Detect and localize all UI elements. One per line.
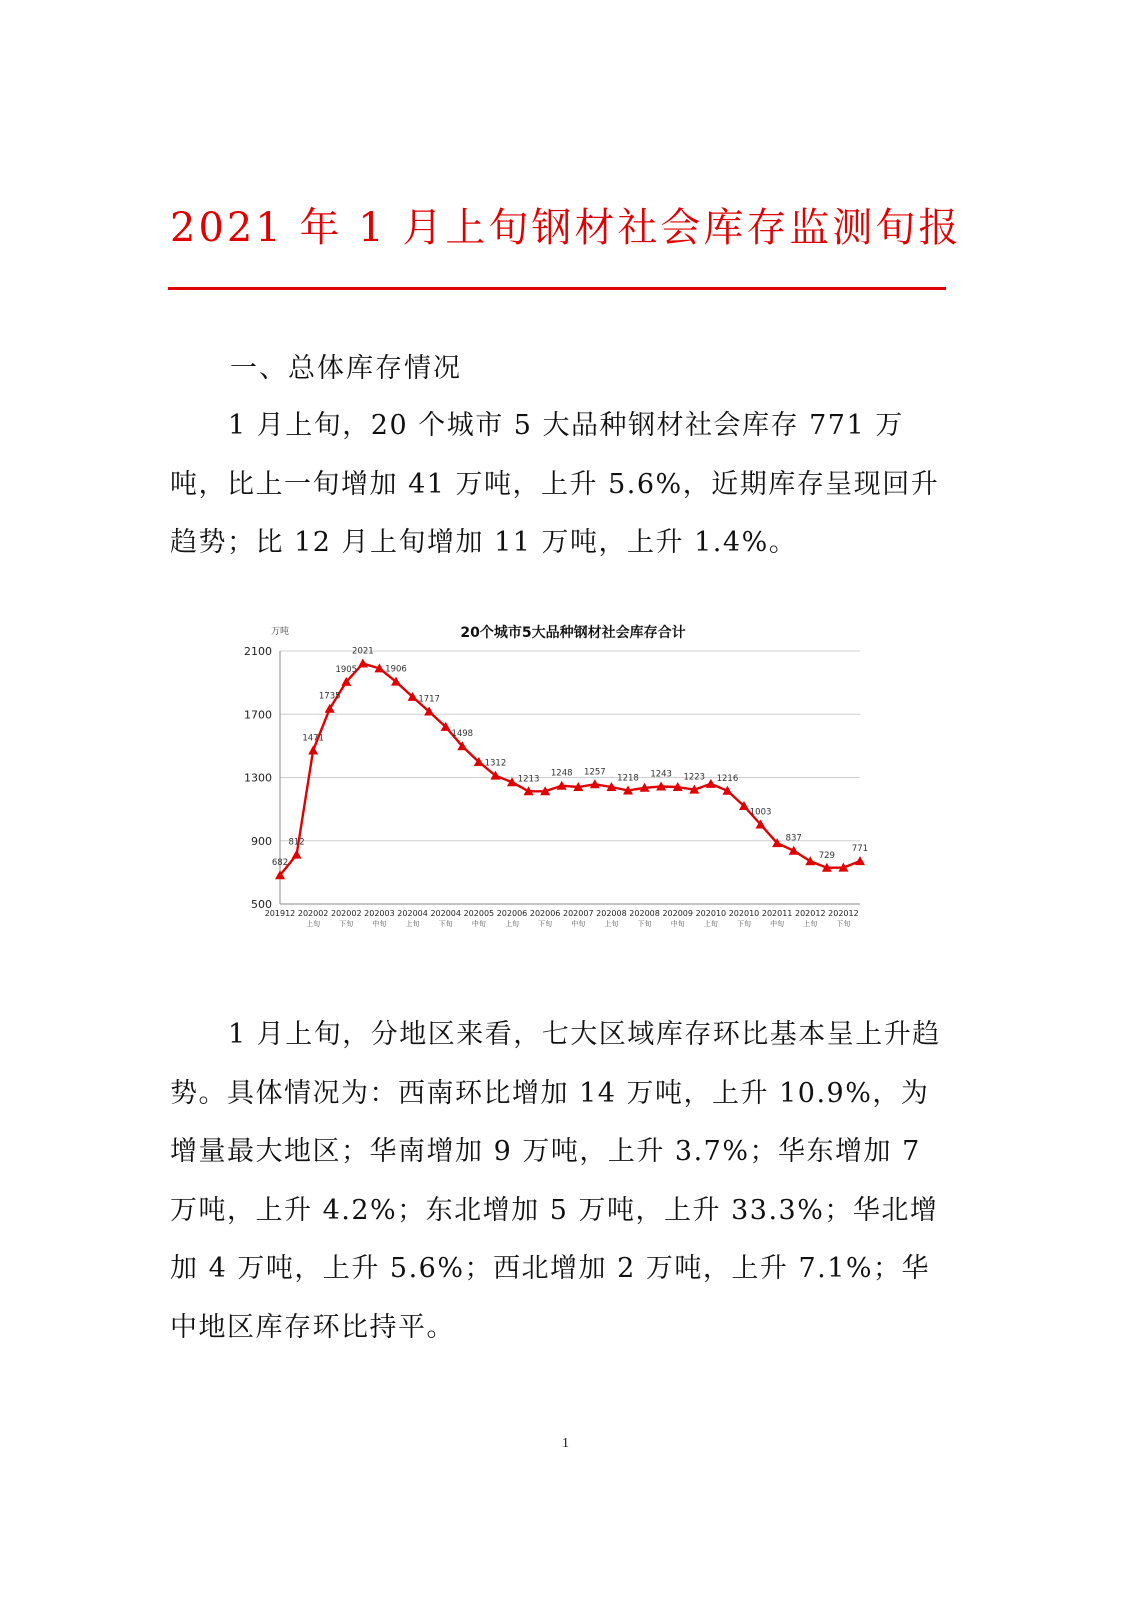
data-label-0: 682: [271, 858, 289, 869]
data-label-1: 812: [288, 837, 305, 848]
data-label-2: 1471: [302, 733, 324, 744]
data-label-27: 1216: [716, 773, 739, 784]
x-tick-sublabel-32: 上旬: [803, 920, 818, 928]
x-tick-label-8: 202004: [397, 909, 428, 918]
x-tick-label-6: 202003: [364, 909, 395, 918]
paragraph-regional-inventory: 1 月上旬，分地区来看，七大区域库存环比基本呈上升趋势。具体情况为：西南环比增加 14 万吨，上升 10.9%，为增量最大地区；华南增加 9 万吨，上升 3.7%；华东增加 7 万吨，上升 4.2%；东北增加 5 万吨，上升 33.3%；华北增加 4 万吨，上升 5.6%；西北增加 2 万吨，上升 7.1%；华中地区库存环比持平。: [170, 1019, 941, 1343]
x-tick-label-30: 202011: [761, 909, 793, 918]
x-tick-sublabel-10: 下旬: [438, 920, 453, 928]
paragraph-overall-inventory: 1 月上旬，20 个城市 5 大品种钢材社会库存 771 万吨，比上一旬增加 41 万吨，上升 5.6%，近期库存呈现回升趋势；比 12 月上旬增加 11 万吨，上升 1.4%。: [170, 410, 940, 558]
x-tick-label-14: 202006: [496, 909, 528, 918]
x-tick-sublabel-18: 中旬: [571, 920, 586, 928]
data-label-11: 1498: [451, 729, 474, 740]
data-label-13: 1312: [484, 758, 507, 769]
x-tick-label-26: 202010: [695, 909, 727, 918]
data-point-5: [358, 658, 368, 667]
chart-data-labels: [272, 646, 868, 868]
x-tick-sublabel-24: 中旬: [670, 920, 685, 928]
x-tick-label-34: 202012: [828, 909, 859, 918]
x-tick-sublabel-4: 下旬: [339, 920, 354, 928]
chart-y-ticks: [244, 645, 272, 911]
data-label-4: 1905: [335, 664, 358, 675]
chart-title: 20个城市5大品种钢材社会库存合计: [460, 625, 686, 641]
data-point-35: [855, 856, 865, 865]
x-tick-label-20: 202008: [596, 909, 627, 918]
x-tick-label-28: 202010: [728, 909, 760, 918]
x-tick-sublabel-34: 下旬: [836, 920, 851, 928]
x-tick-sublabel-28: 下旬: [737, 920, 751, 928]
data-label-25: 1223: [683, 772, 706, 783]
y-tick-label-2100: 2100: [244, 645, 272, 658]
x-tick-sublabel-20: 上旬: [604, 920, 619, 928]
page-number: 1: [562, 1436, 569, 1451]
x-tick-label-18: 202007: [563, 909, 594, 918]
x-tick-sublabel-26: 上旬: [703, 920, 718, 928]
chart-y-axis-unit: 万吨: [270, 627, 290, 637]
data-label-5: 2021: [352, 646, 374, 657]
x-tick-sublabel-8: 上旬: [405, 920, 420, 928]
x-tick-label-22: 202008: [629, 909, 660, 918]
data-point-1: [292, 850, 302, 859]
x-tick-label-4: 202002: [331, 909, 362, 918]
x-tick-label-12: 202005: [463, 909, 495, 918]
section-heading: 一、总体库存情况: [230, 353, 462, 384]
data-label-31: 837: [785, 833, 802, 844]
data-label-21: 1218: [617, 773, 639, 784]
chart-x-ticks: [265, 909, 859, 928]
document-title: 2021 年 1 月上旬钢材社会库存监测旬报: [170, 205, 962, 251]
data-point-2: [308, 745, 318, 754]
data-label-17: 1248: [550, 768, 573, 779]
data-label-7: 1906: [385, 664, 407, 675]
x-tick-sublabel-12: 中旬: [471, 920, 486, 928]
data-label-33: 729: [818, 850, 835, 861]
x-tick-sublabel-6: 中旬: [372, 920, 387, 928]
data-label-23: 1243: [650, 769, 672, 780]
x-tick-sublabel-22: 下旬: [637, 920, 652, 928]
data-label-9: 1717: [418, 694, 440, 705]
chart-gridlines: [280, 651, 860, 841]
x-tick-sublabel-30: 中旬: [770, 920, 785, 928]
x-tick-label-10: 202004: [430, 909, 461, 918]
data-label-35: 771: [851, 844, 869, 855]
data-point-26: [706, 779, 716, 788]
x-tick-label-32: 202012: [795, 909, 826, 918]
data-label-3: 1735: [318, 691, 341, 702]
title-divider: [168, 287, 946, 290]
inventory-line-chart: [228, 612, 878, 937]
x-tick-sublabel-14: 上旬: [505, 920, 519, 928]
x-tick-sublabel-2: 上旬: [306, 920, 321, 928]
x-tick-label-2: 202002: [297, 909, 329, 918]
x-tick-label-16: 202006: [529, 909, 561, 918]
y-tick-label-900: 900: [251, 834, 272, 848]
data-label-15: 1213: [517, 774, 540, 785]
x-tick-label-24: 202009: [662, 909, 693, 918]
data-label-29: 1003: [749, 807, 772, 818]
y-tick-label-1700: 1700: [244, 708, 272, 722]
x-tick-sublabel-16: 下旬: [538, 920, 553, 928]
data-label-19: 1257: [584, 767, 606, 778]
x-tick-label-0: 201912: [264, 909, 296, 918]
y-tick-label-1300: 1300: [244, 771, 272, 785]
y-tick-label-500: 500: [251, 898, 272, 911]
